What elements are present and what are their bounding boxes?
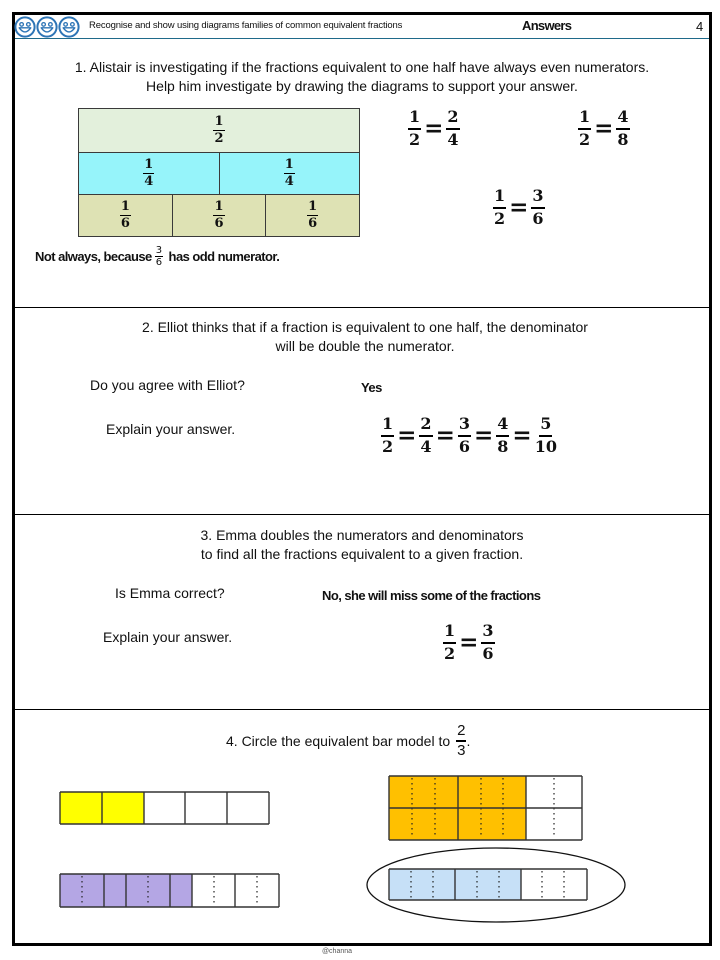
numerator: 4: [616, 107, 629, 130]
numerator: 1: [443, 621, 456, 644]
agree-answer: Yes: [361, 380, 382, 395]
equals-sign: =: [397, 421, 417, 449]
question-4-suffix: .: [466, 733, 471, 749]
bar-model-purple[interactable]: [60, 874, 279, 907]
denominator: 2: [494, 209, 506, 228]
denominator: 6: [458, 437, 470, 456]
bar-model-orange[interactable]: [389, 776, 582, 840]
denominator: 6: [532, 209, 544, 228]
agree-question-label: Do you agree with Elliot?: [90, 377, 245, 393]
denominator: 6: [308, 216, 318, 231]
equals-sign: =: [473, 421, 494, 449]
numerator: 1: [308, 199, 318, 214]
correct-answer: No, she will miss some of the fractions: [322, 588, 541, 603]
numerator: 3: [458, 414, 471, 437]
explain-label: Explain your answer.: [103, 629, 233, 645]
question-line: Help him investigate by drawing the diagrams to support your answer.: [146, 78, 578, 94]
equals-sign: =: [594, 114, 614, 142]
denominator: 4: [420, 437, 432, 456]
bar-model-yellow[interactable]: [60, 792, 269, 824]
page-number: 4: [696, 19, 704, 34]
denominator: 2: [444, 644, 456, 663]
equals-sign: =: [512, 421, 532, 449]
numerator: 2: [419, 414, 432, 437]
answers-label: Answers: [522, 18, 572, 33]
denominator: 4: [144, 174, 154, 189]
numerator: 2: [456, 722, 466, 742]
bar-model-blue[interactable]: [389, 869, 587, 900]
numerator: 1: [144, 157, 154, 172]
equals-sign: =: [435, 421, 455, 449]
explain-label: Explain your answer.: [106, 421, 236, 437]
numerator: 1: [214, 199, 224, 214]
denominator: 2: [214, 131, 224, 146]
numerator: 1: [284, 157, 294, 172]
denominator: 4: [447, 130, 459, 149]
question-line: 3. Emma doubles the numerators and denominators: [200, 527, 524, 543]
denominator: 2: [409, 130, 421, 149]
equals-sign: =: [424, 114, 444, 142]
numerator: 4: [496, 414, 509, 437]
answer-prefix: Not always, because: [35, 249, 152, 264]
equals-sign: =: [459, 628, 479, 656]
question-4-prefix: 4. Circle the equivalent bar model to: [226, 733, 451, 749]
question-line: 2. Elliot thinks that if a fraction is equivalent to one half, the denominator: [142, 319, 588, 335]
numerator: 3: [531, 186, 544, 209]
denominator: 10: [534, 437, 557, 456]
numerator: 1: [493, 186, 506, 209]
numerator: 1: [214, 114, 224, 129]
footer-credit: @channa: [321, 948, 353, 955]
denominator: 6: [155, 257, 162, 268]
numerator: 3: [481, 621, 494, 644]
answer-suffix: has odd numerator.: [168, 249, 280, 264]
numerator: 1: [578, 107, 591, 130]
denominator: 6: [214, 216, 224, 231]
worksheet-title: Recognise and show using diagrams families of common equivalent fractions: [89, 20, 403, 31]
denominator: 8: [497, 437, 509, 456]
denominator: 4: [284, 174, 294, 189]
denominator: 8: [617, 130, 629, 149]
denominator: 2: [382, 437, 394, 456]
equals-sign: =: [509, 193, 529, 221]
denominator: 2: [579, 130, 591, 149]
numerator: 1: [120, 199, 130, 214]
question-line: to find all the fractions equivalent to a given fraction.: [200, 546, 524, 562]
question-line: 1. Alistair is investigating if the fractions equivalent to one half have always even numerators.: [74, 59, 650, 75]
numerator: 2: [446, 107, 459, 130]
denominator: 6: [120, 216, 130, 231]
denominator: 6: [482, 644, 494, 663]
denominator: 3: [457, 742, 466, 759]
correct-question-label: Is Emma correct?: [115, 585, 225, 601]
numerator: 1: [408, 107, 421, 130]
question-line: will be double the numerator.: [275, 338, 455, 354]
numerator: 3: [155, 245, 162, 256]
numerator: 5: [539, 414, 552, 437]
numerator: 1: [381, 414, 394, 437]
